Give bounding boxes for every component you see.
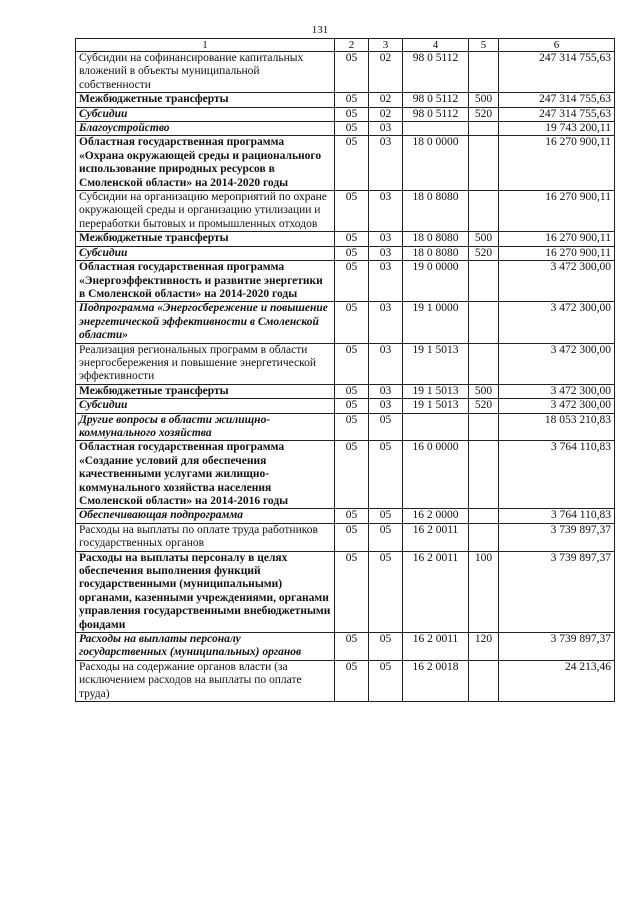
- row-section: 05: [335, 660, 369, 701]
- table-row: [76, 509, 615, 523]
- row-sum: 3 472 300,00: [499, 384, 615, 398]
- row-name: Другие вопросы в области жилищно-коммунального хозяйства: [76, 413, 335, 441]
- row-kind: 120: [469, 633, 499, 661]
- row-kind: 500: [469, 93, 499, 107]
- header-section: 2: [335, 39, 369, 52]
- table-row: [76, 191, 615, 232]
- row-target: 16 0 0000: [403, 441, 469, 509]
- row-sum: 3 739 897,37: [499, 523, 615, 551]
- row-section: 05: [335, 246, 369, 260]
- row-subsection: 03: [369, 261, 403, 302]
- row-sum: 16 270 900,11: [499, 246, 615, 260]
- row-name: Реализация региональных программ в области энергосбережения и повышение энергетической эффективности: [76, 343, 335, 384]
- row-kind: [469, 441, 499, 509]
- row-section: 05: [335, 232, 369, 246]
- row-sum: 3 764 110,83: [499, 441, 615, 509]
- header-sum: 6: [499, 39, 615, 52]
- row-kind: [469, 523, 499, 551]
- row-subsection: 03: [369, 246, 403, 260]
- row-sum: 24 213,46: [499, 660, 615, 701]
- row-section: 05: [335, 93, 369, 107]
- row-section: 05: [335, 633, 369, 661]
- row-sum: 3 472 300,00: [499, 261, 615, 302]
- table-row: [76, 261, 615, 302]
- row-name: Субсидии: [76, 246, 335, 260]
- table-row: [76, 232, 615, 246]
- row-name: Субсидии на софинансирование капитальных вложений в объекты муниципальной собственности: [76, 52, 335, 93]
- header-subsection: 3: [369, 39, 403, 52]
- row-sum: 3 764 110,83: [499, 509, 615, 523]
- table-row: [76, 107, 615, 121]
- row-subsection: 05: [369, 413, 403, 441]
- row-subsection: 03: [369, 384, 403, 398]
- row-kind: 520: [469, 399, 499, 413]
- row-kind: [469, 191, 499, 232]
- row-section: 05: [335, 384, 369, 398]
- row-target: 19 1 0000: [403, 302, 469, 343]
- row-section: 05: [335, 191, 369, 232]
- row-subsection: 05: [369, 509, 403, 523]
- table-row: [76, 660, 615, 701]
- row-kind: [469, 261, 499, 302]
- table-row: [76, 523, 615, 551]
- row-target: 16 2 0018: [403, 660, 469, 701]
- row-sum: 247 314 755,63: [499, 107, 615, 121]
- row-target: 19 1 5013: [403, 399, 469, 413]
- table-row: [76, 246, 615, 260]
- row-section: 05: [335, 523, 369, 551]
- row-subsection: 05: [369, 551, 403, 632]
- row-target: 19 0 0000: [403, 261, 469, 302]
- row-name: Областная государственная программа «Создание условий для обеспечения качественными услугами жилищно-коммунального хозяйства населения Смоленской области» на 2014-2016 годы: [76, 441, 335, 509]
- table-row: [76, 122, 615, 136]
- table-row: [76, 399, 615, 413]
- header-name: 1: [76, 39, 335, 52]
- row-target: 19 1 5013: [403, 343, 469, 384]
- row-sum: 19 743 200,11: [499, 122, 615, 136]
- table-header-row: [76, 39, 615, 52]
- row-name: Субсидии: [76, 399, 335, 413]
- row-target: [403, 413, 469, 441]
- row-sum: 247 314 755,63: [499, 52, 615, 93]
- row-subsection: 05: [369, 441, 403, 509]
- row-sum: 3 739 897,37: [499, 551, 615, 632]
- row-kind: [469, 52, 499, 93]
- table-row: [76, 302, 615, 343]
- row-section: 05: [335, 122, 369, 136]
- table-row: [76, 384, 615, 398]
- row-section: 05: [335, 399, 369, 413]
- row-subsection: 05: [369, 633, 403, 661]
- row-subsection: 05: [369, 660, 403, 701]
- row-target: 16 2 0000: [403, 509, 469, 523]
- row-subsection: 03: [369, 122, 403, 136]
- row-section: 05: [335, 107, 369, 121]
- table-row: [76, 633, 615, 661]
- row-name: Расходы на содержание органов власти (за исключением расходов на выплаты по оплате труда): [76, 660, 335, 701]
- row-name: Межбюджетные трансферты: [76, 232, 335, 246]
- row-kind: [469, 509, 499, 523]
- table-row: [76, 551, 615, 632]
- row-subsection: 03: [369, 399, 403, 413]
- row-name: Субсидии: [76, 107, 335, 121]
- row-target: 16 2 0011: [403, 551, 469, 632]
- row-name: Расходы на выплаты персоналу в целях обеспечения выполнения функций государственными (муниципальными) органами, казенными учреждениями, органами управления государственными внебюджетными фондами: [76, 551, 335, 632]
- row-name: Расходы на выплаты персоналу государственных (муниципальных) органов: [76, 633, 335, 661]
- row-section: 05: [335, 343, 369, 384]
- row-kind: 520: [469, 246, 499, 260]
- row-section: 05: [335, 302, 369, 343]
- row-subsection: 03: [369, 343, 403, 384]
- row-kind: [469, 413, 499, 441]
- row-target: 16 2 0011: [403, 633, 469, 661]
- row-sum: 16 270 900,11: [499, 191, 615, 232]
- row-section: 05: [335, 509, 369, 523]
- row-name: Подпрограмма «Энергосбережение и повышение энергетической эффективности в Смоленской области»: [76, 302, 335, 343]
- row-target: 18 0 8080: [403, 246, 469, 260]
- row-kind: [469, 302, 499, 343]
- row-section: 05: [335, 136, 369, 191]
- row-subsection: 03: [369, 191, 403, 232]
- row-subsection: 03: [369, 302, 403, 343]
- row-subsection: 03: [369, 136, 403, 191]
- row-target: 98 0 5112: [403, 93, 469, 107]
- row-sum: 247 314 755,63: [499, 93, 615, 107]
- table-row: [76, 52, 615, 93]
- header-target: 4: [403, 39, 469, 52]
- table-row: [76, 441, 615, 509]
- row-target: [403, 122, 469, 136]
- row-section: 05: [335, 551, 369, 632]
- row-target: 98 0 5112: [403, 107, 469, 121]
- row-kind: [469, 136, 499, 191]
- row-subsection: 02: [369, 52, 403, 93]
- row-target: 19 1 5013: [403, 384, 469, 398]
- row-sum: 3 739 897,37: [499, 633, 615, 661]
- row-target: 98 0 5112: [403, 52, 469, 93]
- row-subsection: 03: [369, 232, 403, 246]
- row-sum: 3 472 300,00: [499, 343, 615, 384]
- table-row: [76, 136, 615, 191]
- header-kind: 5: [469, 39, 499, 52]
- row-name: Межбюджетные трансферты: [76, 93, 335, 107]
- row-subsection: 02: [369, 107, 403, 121]
- row-sum: 16 270 900,11: [499, 232, 615, 246]
- row-target: 16 2 0011: [403, 523, 469, 551]
- row-sum: 18 053 210,83: [499, 413, 615, 441]
- budget-table: [75, 38, 615, 702]
- row-sum: 3 472 300,00: [499, 302, 615, 343]
- table-row: [76, 413, 615, 441]
- row-target: 18 0 8080: [403, 232, 469, 246]
- row-kind: 100: [469, 551, 499, 632]
- row-kind: 500: [469, 232, 499, 246]
- row-sum: 3 472 300,00: [499, 399, 615, 413]
- row-kind: 500: [469, 384, 499, 398]
- table-row: [76, 343, 615, 384]
- row-subsection: 02: [369, 93, 403, 107]
- row-name: Субсидии на организацию мероприятий по охране окружающей среды и организацию утилизации и переработки бытовых и промышленных отходов: [76, 191, 335, 232]
- row-name: Областная государственная программа «Энергоэффективность и развитие энергетики в Смоленской области» на 2014-2020 годы: [76, 261, 335, 302]
- row-name: Межбюджетные трансферты: [76, 384, 335, 398]
- row-section: 05: [335, 413, 369, 441]
- row-kind: [469, 660, 499, 701]
- row-target: 18 0 0000: [403, 136, 469, 191]
- row-name: Расходы на выплаты по оплате труда работников государственных органов: [76, 523, 335, 551]
- row-name: Благоустройство: [76, 122, 335, 136]
- row-kind: [469, 343, 499, 384]
- row-kind: [469, 122, 499, 136]
- row-kind: 520: [469, 107, 499, 121]
- row-section: 05: [335, 441, 369, 509]
- row-name: Обеспечивающая подпрограмма: [76, 509, 335, 523]
- row-section: 05: [335, 261, 369, 302]
- row-sum: 16 270 900,11: [499, 136, 615, 191]
- row-section: 05: [335, 52, 369, 93]
- page-number: 131: [311, 24, 329, 36]
- row-name: Областная государственная программа «Охрана окружающей среды и рационального использование природных ресурсов в Смоленской области» на 2014-2020 годы: [76, 136, 335, 191]
- row-subsection: 05: [369, 523, 403, 551]
- table-row: [76, 93, 615, 107]
- row-target: 18 0 8080: [403, 191, 469, 232]
